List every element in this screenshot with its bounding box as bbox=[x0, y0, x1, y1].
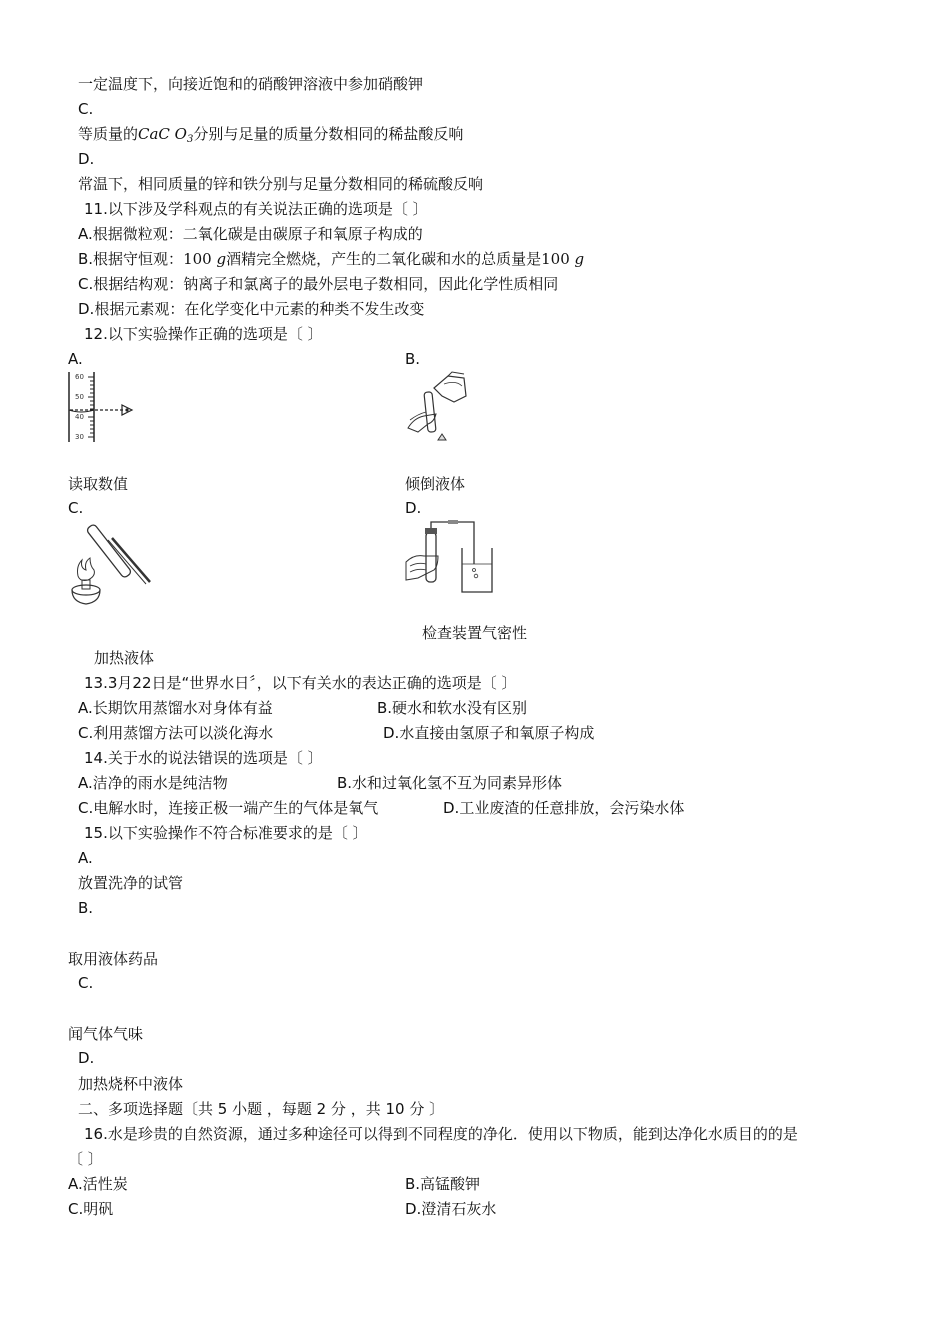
tick-label-60: 60 bbox=[75, 373, 84, 381]
q16-option-c: C.明矾 bbox=[68, 1200, 114, 1218]
tick-label-40: 40 bbox=[75, 413, 84, 421]
q16-option-d: D.澄清石灰水 bbox=[405, 1200, 497, 1218]
airtightness-check-figure bbox=[404, 518, 496, 598]
graduated-cylinder-figure bbox=[66, 370, 138, 446]
q12-option-b-caption: 倾倒液体 bbox=[405, 475, 466, 493]
q12-option-b-label: B. bbox=[405, 350, 421, 368]
q16-option-b: B.高锰酸钾 bbox=[405, 1175, 481, 1193]
q16-stem-line2: 〔 〕 bbox=[68, 1150, 103, 1168]
q15-option-c-caption: 闻气体气味 bbox=[68, 1025, 144, 1043]
q11-stem: 11.以下涉及学科观点的有关说法正确的选项是〔 〕 bbox=[84, 200, 428, 218]
q11-option-d: D.根据元素观：在化学变化中元素的种类不发生改变 bbox=[78, 300, 425, 318]
q10-c-formula-sub: 3 bbox=[186, 134, 194, 145]
q15-option-a-label: A. bbox=[78, 849, 93, 867]
q11-b-unit2: g bbox=[574, 250, 585, 268]
q10-option-d-text: 常温下，相同质量的锌和铁分别与足量分数相同的稀硫酸反响 bbox=[78, 175, 484, 193]
q14-option-a: A.洁净的雨水是纯洁物 bbox=[78, 774, 228, 792]
q10-c-text-pre: 等质量的 bbox=[78, 125, 139, 143]
section-2-heading: 二、多项选择题〔共 5 小题 ，每题 2 分 ，共 10 分 〕 bbox=[78, 1100, 445, 1118]
q13-option-a: A.长期饮用蒸馏水对身体有益 bbox=[78, 699, 273, 717]
q10-c-formula: CaC O bbox=[138, 125, 187, 143]
q11-b-unit1: g bbox=[216, 250, 227, 268]
q12-option-d-caption: 检查装置气密性 bbox=[422, 624, 528, 642]
q15-option-a-caption: 放置洗净的试管 bbox=[78, 874, 184, 892]
q16-option-a: A.活性炭 bbox=[68, 1175, 128, 1193]
q14-option-d: D.工业废渣的任意排放，会污染水体 bbox=[443, 799, 685, 817]
bottle-stopper-icon bbox=[438, 434, 446, 440]
q16-stem-line1: 16.水是珍贵的自然资源，通过多种途径可以得到不同程度的净化．使用以下物质，能到达净化水质目的的是 bbox=[84, 1125, 798, 1143]
q12-option-a-caption: 读取数值 bbox=[68, 475, 129, 493]
q13-option-d: D.水直接由氢原子和氧原子构成 bbox=[383, 724, 595, 742]
q10-option-c-text bbox=[78, 124, 463, 150]
q10-option-c-label: C. bbox=[78, 100, 94, 118]
q10-option-b-text: 一定温度下，向接近饱和的硝酸钾溶液中参加硝酸钾 bbox=[78, 75, 424, 93]
q11-b-pre: B.根据守恒观： bbox=[78, 250, 184, 268]
q12-stem: 12.以下实验操作正确的选项是〔 〕 bbox=[84, 325, 323, 343]
pouring-liquid-figure bbox=[404, 370, 476, 446]
heating-liquid-figure bbox=[64, 518, 156, 608]
tick-label-30: 30 bbox=[75, 433, 84, 441]
q15-option-d-label: D. bbox=[78, 1049, 95, 1067]
q11-option-c: C.根据结构观：钠离子和氯离子的最外层电子数相同，因此化学性质相同 bbox=[78, 275, 559, 293]
q11-option-a: A.根据微粒观：二氧化碳是由碳原子和氧原子构成的 bbox=[78, 225, 423, 243]
q14-stem: 14.关于水的说法错误的选项是〔 〕 bbox=[84, 749, 323, 767]
q13-option-b: B.硬水和软水没有区别 bbox=[377, 699, 528, 717]
q15-option-b-label: B. bbox=[78, 899, 94, 917]
q11-b-num1: 100 bbox=[183, 250, 212, 268]
q12-option-a-label: A. bbox=[68, 350, 83, 368]
q11-option-b bbox=[78, 249, 584, 269]
q12-option-c-label: C. bbox=[68, 499, 84, 517]
q13-option-c: C.利用蒸馏方法可以淡化海水 bbox=[78, 724, 274, 742]
q10-option-d-label: D. bbox=[78, 150, 95, 168]
q15-option-d-caption: 加热烧杯中液体 bbox=[78, 1075, 184, 1093]
q14-option-b: B.水和过氧化氢不互为同素异形体 bbox=[337, 774, 563, 792]
q13-stem: 13.3月22日是“世界水日〞，以下有关水的表达正确的选项是〔 〕 bbox=[84, 674, 517, 692]
q15-option-b-caption: 取用液体药品 bbox=[68, 950, 159, 968]
q15-option-c-label: C. bbox=[78, 974, 94, 992]
q15-stem: 15.以下实验操作不符合标准要求的是〔 〕 bbox=[84, 824, 368, 842]
q11-b-mid: 酒精完全燃烧，产生的二氧化碳和水的总质量是 bbox=[226, 250, 542, 268]
tick-label-50: 50 bbox=[75, 393, 84, 401]
q14-option-c: C.电解水时，连接正极一端产生的气体是氧气 bbox=[78, 799, 379, 817]
q12-option-c-caption: 加热液体 bbox=[94, 649, 155, 667]
q11-b-num2: 100 bbox=[541, 250, 570, 268]
q10-c-text-post: 分别与足量的质量分数相同的稀盐酸反响 bbox=[193, 125, 464, 143]
q12-option-d-label: D. bbox=[405, 499, 422, 517]
